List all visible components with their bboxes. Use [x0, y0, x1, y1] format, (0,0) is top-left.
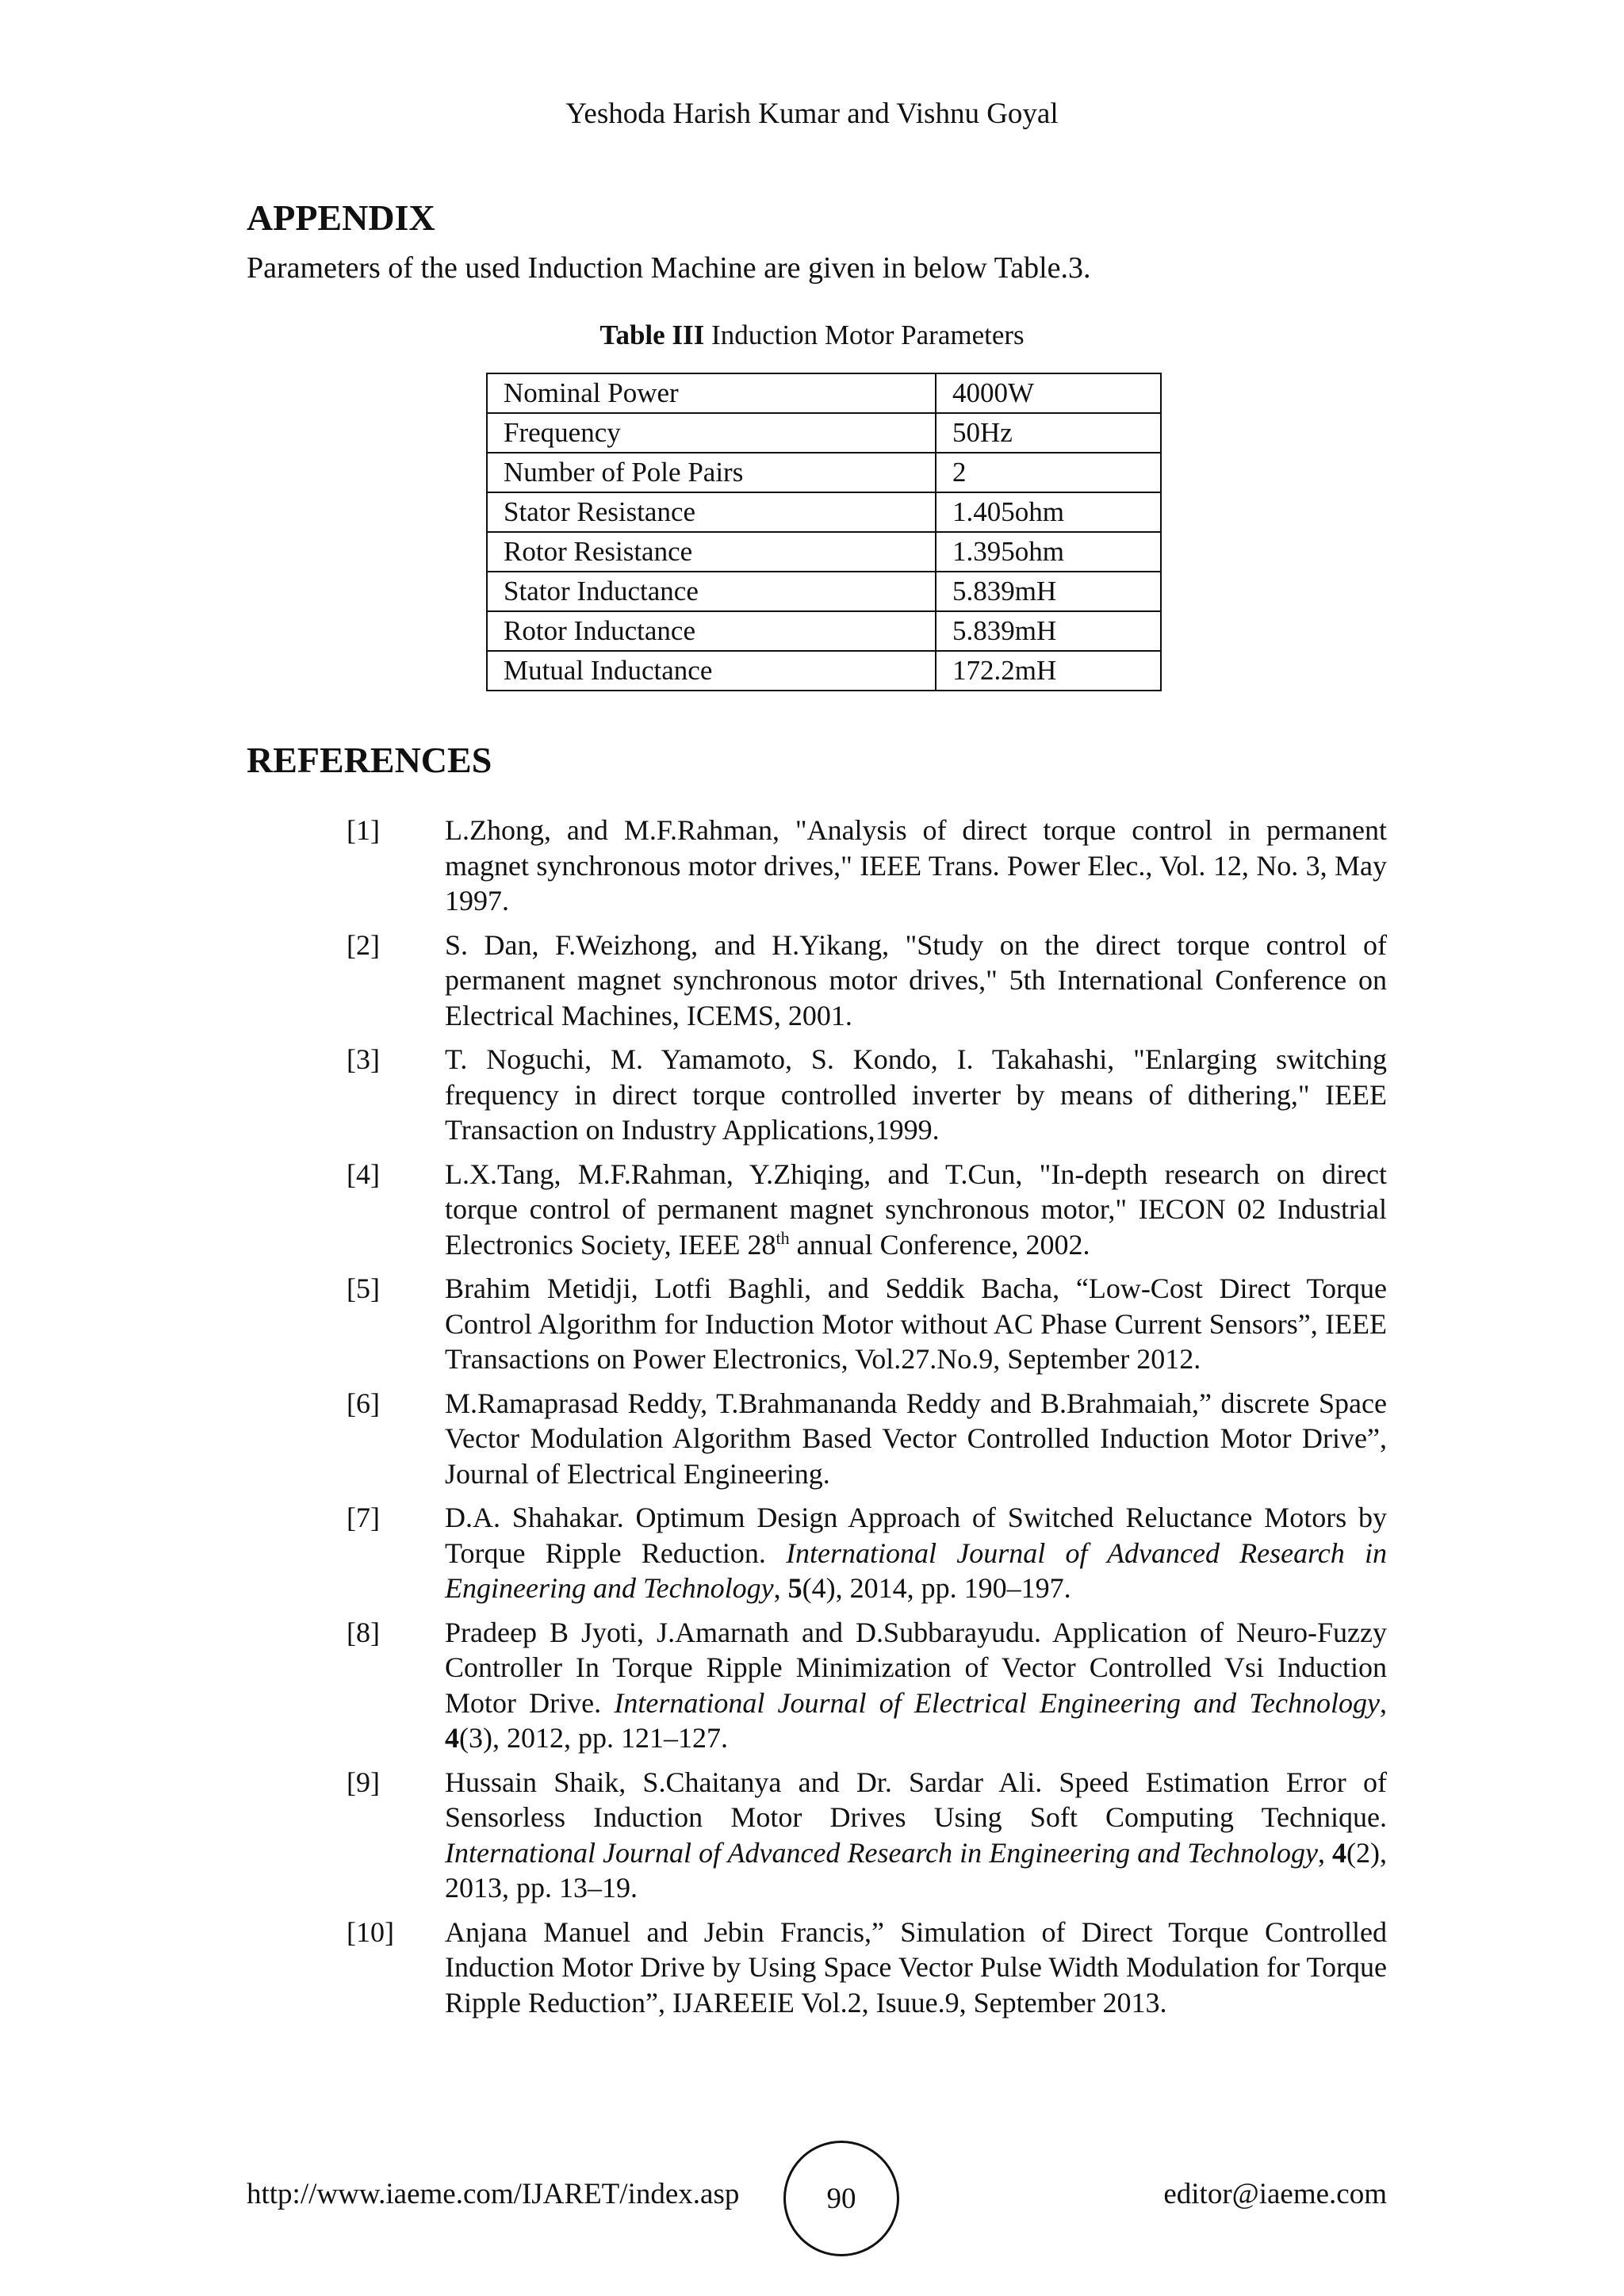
parameter-name: Stator Inductance: [487, 572, 936, 611]
reference-number: [2]: [347, 928, 380, 961]
reference-number: [3]: [347, 1043, 380, 1075]
reference-item: [0, 1386, 1624, 1492]
reference-segment: ,: [1380, 1686, 1387, 1719]
reference-segment: Anjana Manuel and Jebin Francis,” Simulation of Direct Torque Controlled Induction Motor Drive by Using Space Vector Pulse Width Modulation for Torque Ripple Reduction”, IJAREEIE Vol.2, Isuue.9, September 2013.: [445, 1915, 1387, 2019]
reference-segment: Hussain Shaik, S.Chaitanya and Dr. Sardar Ali. Speed Estimation Error of Sensorless Induction Motor Drives Using Soft Computing Technique.: [445, 1766, 1387, 1833]
table-row: [487, 373, 1161, 413]
reference-item: [0, 1042, 1624, 1148]
reference-segment: L.Zhong, and M.F.Rahman, "Analysis of direct torque control in permanent magnet synchronous motor drives," IEEE Trans. Power Elec., Vol. 12, No. 3, May 1997.: [445, 814, 1387, 916]
parameter-name: Mutual Inductance: [487, 651, 936, 691]
reference-segment: M.Ramaprasad Reddy, T.Brahmananda Reddy and B.Brahmaiah,” discrete Space Vector Modulation Algorithm Based Vector Controlled Induction Motor Drive”, Journal of Electrical Engineering.: [445, 1387, 1387, 1490]
reference-segment: International Journal of Advanced Research in Engineering and Technology: [445, 1836, 1318, 1869]
table-caption: [0, 320, 1624, 351]
reference-segment: (4), 2014, pp. 190–197.: [802, 1572, 1071, 1604]
reference-segment: S. Dan, F.Weizhong, and H.Yikang, "Study on the direct torque control of permanent magnet synchronous motor drives," 5th International Conference on Electrical Machines, ICEMS, 2001.: [445, 928, 1387, 1031]
reference-text: [445, 1615, 1387, 1756]
reference-number: [7]: [347, 1502, 380, 1533]
reference-item: [0, 1271, 1624, 1377]
parameter-name: Stator Resistance: [487, 492, 936, 532]
footer-email[interactable]: editor@iaeme.com: [1163, 2178, 1387, 2210]
parameter-value: 50Hz: [936, 413, 1161, 453]
reference-segment: D.A. Shahakar. Optimum Design Approach of Switched Reluctance Motors by Torque Ripple Reduction.: [445, 1502, 1387, 1569]
parameter-name: Rotor Inductance: [487, 611, 936, 651]
reference-segment: International Journal of Electrical Engineering and Technology: [614, 1686, 1380, 1719]
parameter-name: Rotor Resistance: [487, 532, 936, 572]
reference-segment: Pradeep B Jyoti, J.Amarnath and D.Subbarayudu. Application of Neuro-Fuzzy Controller In Torque Ripple Minimization of Vector Controlled Vsi Induction Motor Drive.: [445, 1616, 1387, 1719]
running-head: Yeshoda Harish Kumar and Vishnu Goyal: [565, 98, 1059, 130]
reference-text: [445, 1157, 1387, 1263]
reference-item: [0, 1500, 1624, 1606]
reference-list: [0, 813, 1624, 2029]
reference-text: [445, 1386, 1387, 1492]
reference-number: [1]: [347, 814, 380, 846]
table-row: [487, 532, 1161, 572]
reference-segment: Brahim Metidji, Lotfi Baghli, and Seddik Bacha, “Low-Cost Direct Torque Control Algorithm for Induction Motor without AC Phase Current Sensors”, IEEE Transactions on Power Electronics, Vol.27.No.9, September 2012.: [445, 1272, 1387, 1375]
reference-text: [445, 1271, 1387, 1377]
reference-number: [8]: [347, 1616, 380, 1648]
reference-text: [445, 813, 1387, 919]
parameter-value: 1.395ohm: [936, 532, 1161, 572]
reference-segment: 5: [787, 1572, 802, 1604]
appendix-intro: Parameters of the used Induction Machine are given in below Table.3.: [247, 251, 1091, 285]
parameter-value: 2: [936, 453, 1161, 492]
parameter-value: 172.2mH: [936, 651, 1161, 691]
reference-segment: annual Conference, 2002.: [789, 1228, 1090, 1261]
parameters-table: [486, 373, 1162, 691]
reference-number: [6]: [347, 1387, 380, 1419]
reference-segment: L.X.Tang, M.F.Rahman, Y.Zhiqing, and T.Cun, "In-depth research on direct torque control of permanent magnet synchronous motor," IECON 02 Industrial Electronics Society, IEEE 28: [445, 1158, 1387, 1261]
reference-item: [0, 813, 1624, 919]
appendix-heading: APPENDIX: [247, 197, 435, 238]
reference-segment: th: [776, 1227, 790, 1248]
parameter-name: Nominal Power: [487, 373, 936, 413]
table-caption-text: Induction Motor Parameters: [704, 320, 1025, 350]
reference-item: [0, 1615, 1624, 1756]
reference-text: [445, 1765, 1387, 1906]
reference-segment: 4: [1332, 1836, 1347, 1869]
table-row: [487, 651, 1161, 691]
reference-number: [9]: [347, 1766, 380, 1798]
footer-url[interactable]: http://www.iaeme.com/IJARET/index.asp: [247, 2178, 740, 2210]
references-heading: REFERENCES: [247, 740, 492, 780]
reference-text: [445, 1915, 1387, 2021]
reference-item: [0, 1765, 1624, 1906]
table-caption-label: Table III: [599, 320, 705, 350]
reference-text: [445, 928, 1387, 1034]
reference-item: [0, 928, 1624, 1034]
table-row: [487, 453, 1161, 492]
reference-segment: ,: [773, 1572, 788, 1604]
reference-item: [0, 1915, 1624, 2021]
reference-item: [0, 1157, 1624, 1263]
parameter-name: Number of Pole Pairs: [487, 453, 936, 492]
parameter-name: Frequency: [487, 413, 936, 453]
parameter-value: 4000W: [936, 373, 1161, 413]
parameter-value: 5.839mH: [936, 572, 1161, 611]
table-row: [487, 492, 1161, 532]
reference-segment: T. Noguchi, M. Yamamoto, S. Kondo, I. Takahashi, "Enlarging switching frequency in direct torque controlled inverter by means of dithering," IEEE Transaction on Industry Applications,1999.: [445, 1043, 1387, 1146]
reference-number: [10]: [347, 1915, 394, 1948]
parameter-value: 1.405ohm: [936, 492, 1161, 532]
table-row: [487, 611, 1161, 651]
table-row: [487, 572, 1161, 611]
reference-number: [4]: [347, 1158, 380, 1190]
reference-segment: ,: [1317, 1836, 1333, 1869]
reference-text: [445, 1500, 1387, 1606]
reference-segment: International Journal of Advanced Research in Engineering and Technology: [445, 1536, 1387, 1604]
reference-text: [445, 1042, 1387, 1148]
reference-segment: (3), 2012, pp. 121–127.: [459, 1722, 728, 1754]
page-number: 90: [783, 2141, 899, 2256]
reference-segment: (2), 2013, pp. 13–19.: [445, 1836, 1387, 1904]
reference-number: [5]: [347, 1272, 380, 1304]
table-row: [487, 413, 1161, 453]
reference-segment: 4: [445, 1722, 459, 1754]
parameter-value: 5.839mH: [936, 611, 1161, 651]
